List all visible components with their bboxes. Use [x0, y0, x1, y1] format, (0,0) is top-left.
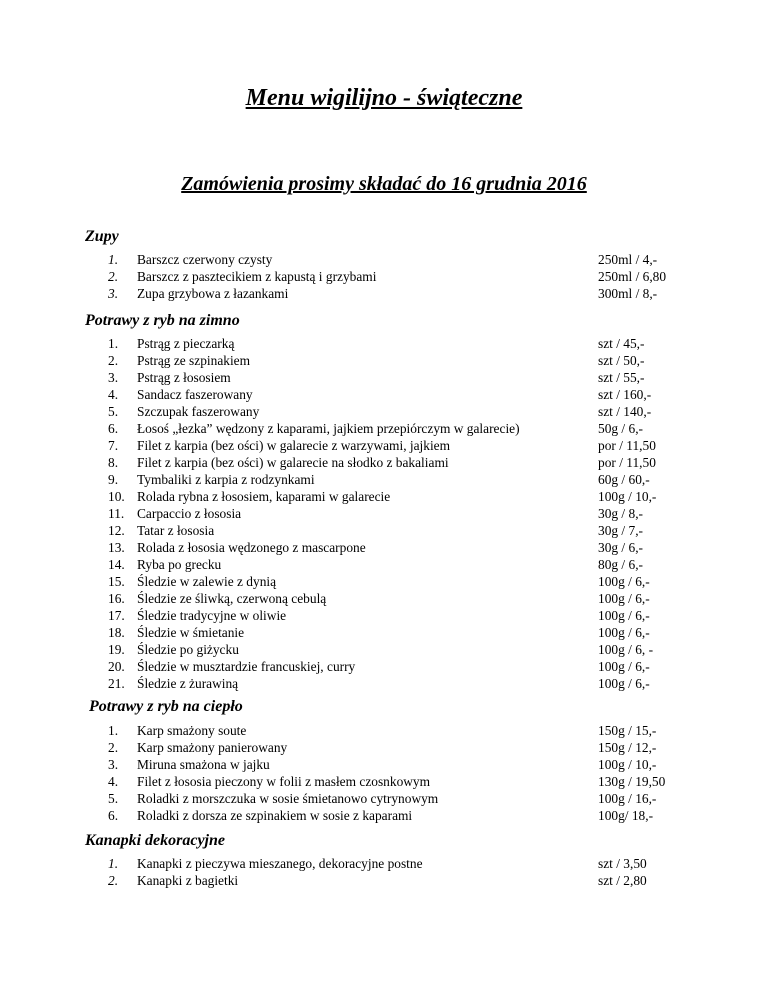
item-price: 100g/ 18,-	[598, 808, 654, 823]
item-price: szt / 160,-	[598, 387, 652, 402]
section-heading: Potrawy z ryb na zimno	[85, 312, 240, 329]
item-price: 60g / 60,-	[598, 472, 650, 487]
item-number: 9.	[108, 472, 119, 487]
item-number: 12.	[108, 523, 125, 538]
item-price: 150g / 15,-	[598, 723, 657, 738]
menu-item	[0, 658, 768, 675]
item-price: 100g / 6,-	[598, 676, 650, 691]
item-name: Barszcz z pasztecikiem z kapustą i grzybami	[137, 269, 377, 284]
item-number: 1.	[108, 252, 119, 267]
menu-item-list	[0, 335, 768, 692]
item-name: Roladki z morszczuka w sosie śmietanowo cytrynowym	[137, 791, 439, 806]
menu-item	[0, 756, 768, 773]
item-name: Pstrąg z łososiem	[137, 370, 231, 385]
menu-title: Menu wigilijno - świąteczne	[245, 85, 523, 111]
item-name: Carpaccio z łososia	[137, 506, 242, 521]
item-price: 300ml / 8,-	[598, 286, 658, 301]
item-number: 17.	[108, 608, 125, 623]
menu-item	[0, 556, 768, 573]
menu-item	[0, 420, 768, 437]
item-name: Śledzie w musztardzie francuskiej, curry	[137, 659, 356, 674]
menu-item	[0, 437, 768, 454]
item-number: 3.	[108, 757, 119, 772]
section-heading: Potrawy z ryb na ciepło	[89, 698, 243, 715]
item-number: 13.	[108, 540, 125, 555]
item-name: Karp smażony panierowany	[137, 740, 288, 755]
menu-item	[0, 522, 768, 539]
item-price: 80g / 6,-	[598, 557, 644, 572]
item-number: 16.	[108, 591, 125, 606]
item-number: 8.	[108, 455, 119, 470]
item-number: 3.	[108, 370, 119, 385]
item-price: 100g / 6, -	[598, 642, 654, 657]
item-number: 2.	[108, 269, 119, 284]
item-number: 7.	[108, 438, 119, 453]
item-price: 250ml / 4,-	[598, 252, 658, 267]
item-name: Roladki z dorsza ze szpinakiem w sosie z kaparami	[137, 808, 413, 823]
item-number: 5.	[108, 404, 119, 419]
menu-item	[0, 386, 768, 403]
item-price: 100g / 6,-	[598, 625, 650, 640]
menu-item	[0, 335, 768, 352]
item-number: 6.	[108, 421, 119, 436]
item-number: 11.	[108, 506, 125, 521]
item-name: Śledzie z żurawiną	[137, 676, 239, 691]
menu-item	[0, 285, 768, 302]
menu-item	[0, 807, 768, 824]
menu-item-list	[0, 722, 768, 824]
item-name: Karp smażony soute	[137, 723, 247, 738]
menu-item	[0, 369, 768, 386]
item-price: 100g / 16,-	[598, 791, 657, 806]
item-name: Filet z karpia (bez ości) w galarecie na słodko z bakaliami	[137, 455, 449, 470]
item-price: 30g / 7,-	[598, 523, 644, 538]
item-number: 10.	[108, 489, 125, 504]
menu-item	[0, 471, 768, 488]
item-name: Zupa grzybowa z łazankami	[137, 286, 289, 301]
item-name: Miruna smażona w jajku	[137, 757, 270, 772]
item-name: Tatar z łososia	[137, 523, 215, 538]
item-number: 2.	[108, 873, 119, 888]
menu-item-list	[0, 251, 768, 302]
item-name: Rolada rybna z łososiem, kaparami w galarecie	[137, 489, 391, 504]
item-name: Śledzie po giżycku	[137, 642, 239, 657]
item-name: Śledzie tradycyjne w oliwie	[137, 608, 287, 623]
item-number: 4.	[108, 774, 119, 789]
menu-item	[0, 352, 768, 369]
item-number: 14.	[108, 557, 125, 572]
menu-item	[0, 790, 768, 807]
item-number: 1.	[108, 336, 119, 351]
menu-item	[0, 641, 768, 658]
item-price: szt / 140,-	[598, 404, 652, 419]
item-name: Barszcz czerwony czysty	[137, 252, 273, 267]
item-number: 21.	[108, 676, 125, 691]
item-name: Filet z łososia pieczony w folii z masłem czosnkowym	[137, 774, 431, 789]
item-price: 100g / 6,-	[598, 591, 650, 606]
item-number: 5.	[108, 791, 119, 806]
item-name: Kanapki z pieczywa mieszanego, dekoracyjne postne	[137, 856, 423, 871]
menu-item	[0, 590, 768, 607]
item-number: 1.	[108, 723, 119, 738]
menu-item	[0, 539, 768, 556]
item-number: 2.	[108, 353, 119, 368]
item-name: Rolada z łososia wędzonego z mascarpone	[137, 540, 366, 555]
item-price: 100g / 6,-	[598, 574, 650, 589]
item-price: 30g / 6,-	[598, 540, 644, 555]
item-price: 250ml / 6,80	[598, 269, 667, 284]
section-heading: Kanapki dekoracyjne	[85, 832, 225, 849]
item-price: szt / 3,50	[598, 856, 647, 871]
item-price: 100g / 6,-	[598, 608, 650, 623]
item-number: 1.	[108, 856, 119, 871]
item-price: szt / 55,-	[598, 370, 645, 385]
item-number: 20.	[108, 659, 125, 674]
item-price: 150g / 12,-	[598, 740, 657, 755]
item-price: 100g / 10,-	[598, 489, 657, 504]
menu-item	[0, 773, 768, 790]
item-name: Śledzie ze śliwką, czerwoną cebulą	[137, 591, 327, 606]
item-price: 130g / 19,50	[598, 774, 666, 789]
item-price: por / 11,50	[598, 438, 656, 453]
menu-item	[0, 739, 768, 756]
menu-item	[0, 505, 768, 522]
item-number: 19.	[108, 642, 125, 657]
item-number: 6.	[108, 808, 119, 823]
item-name: Pstrąg ze szpinakiem	[137, 353, 251, 368]
item-price: 100g / 6,-	[598, 659, 650, 674]
item-price: szt / 50,-	[598, 353, 645, 368]
item-name: Sandacz faszerowany	[137, 387, 253, 402]
item-number: 15.	[108, 574, 125, 589]
menu-item	[0, 573, 768, 590]
menu-item	[0, 855, 768, 872]
item-number: 18.	[108, 625, 125, 640]
menu-item	[0, 403, 768, 420]
order-deadline-subtitle: Zamówienia prosimy składać do 16 grudnia 2016	[181, 173, 587, 195]
item-name: Szczupak faszerowany	[137, 404, 260, 419]
item-name: Tymbaliki z karpia z rodzynkami	[137, 472, 315, 487]
item-price: szt / 45,-	[598, 336, 645, 351]
menu-item	[0, 722, 768, 739]
item-number: 2.	[108, 740, 119, 755]
menu-item	[0, 488, 768, 505]
item-name: Śledzie w zalewie z dynią	[137, 574, 277, 589]
item-price: por / 11,50	[598, 455, 656, 470]
menu-item	[0, 607, 768, 624]
item-name: Kanapki z bagietki	[137, 873, 239, 888]
item-price: 30g / 8,-	[598, 506, 644, 521]
menu-item-list	[0, 855, 768, 889]
menu-item	[0, 268, 768, 285]
menu-item	[0, 454, 768, 471]
menu-item	[0, 624, 768, 641]
item-price: 50g / 6,-	[598, 421, 644, 436]
item-name: Filet z karpia (bez ości) w galarecie z warzywami, jajkiem	[137, 438, 451, 453]
section-heading: Zupy	[85, 228, 119, 245]
item-number: 4.	[108, 387, 119, 402]
item-name: Pstrąg z pieczarką	[137, 336, 235, 351]
item-name: Ryba po grecku	[137, 557, 222, 572]
menu-item	[0, 675, 768, 692]
item-name: Łosoś „łezka” wędzony z kaparami, jajkiem przepiórczym w galarecie)	[137, 421, 520, 436]
item-number: 3.	[108, 286, 119, 301]
item-name: Śledzie w śmietanie	[137, 625, 245, 640]
menu-item	[0, 251, 768, 268]
menu-item	[0, 872, 768, 889]
item-price: 100g / 10,-	[598, 757, 657, 772]
item-price: szt / 2,80	[598, 873, 647, 888]
